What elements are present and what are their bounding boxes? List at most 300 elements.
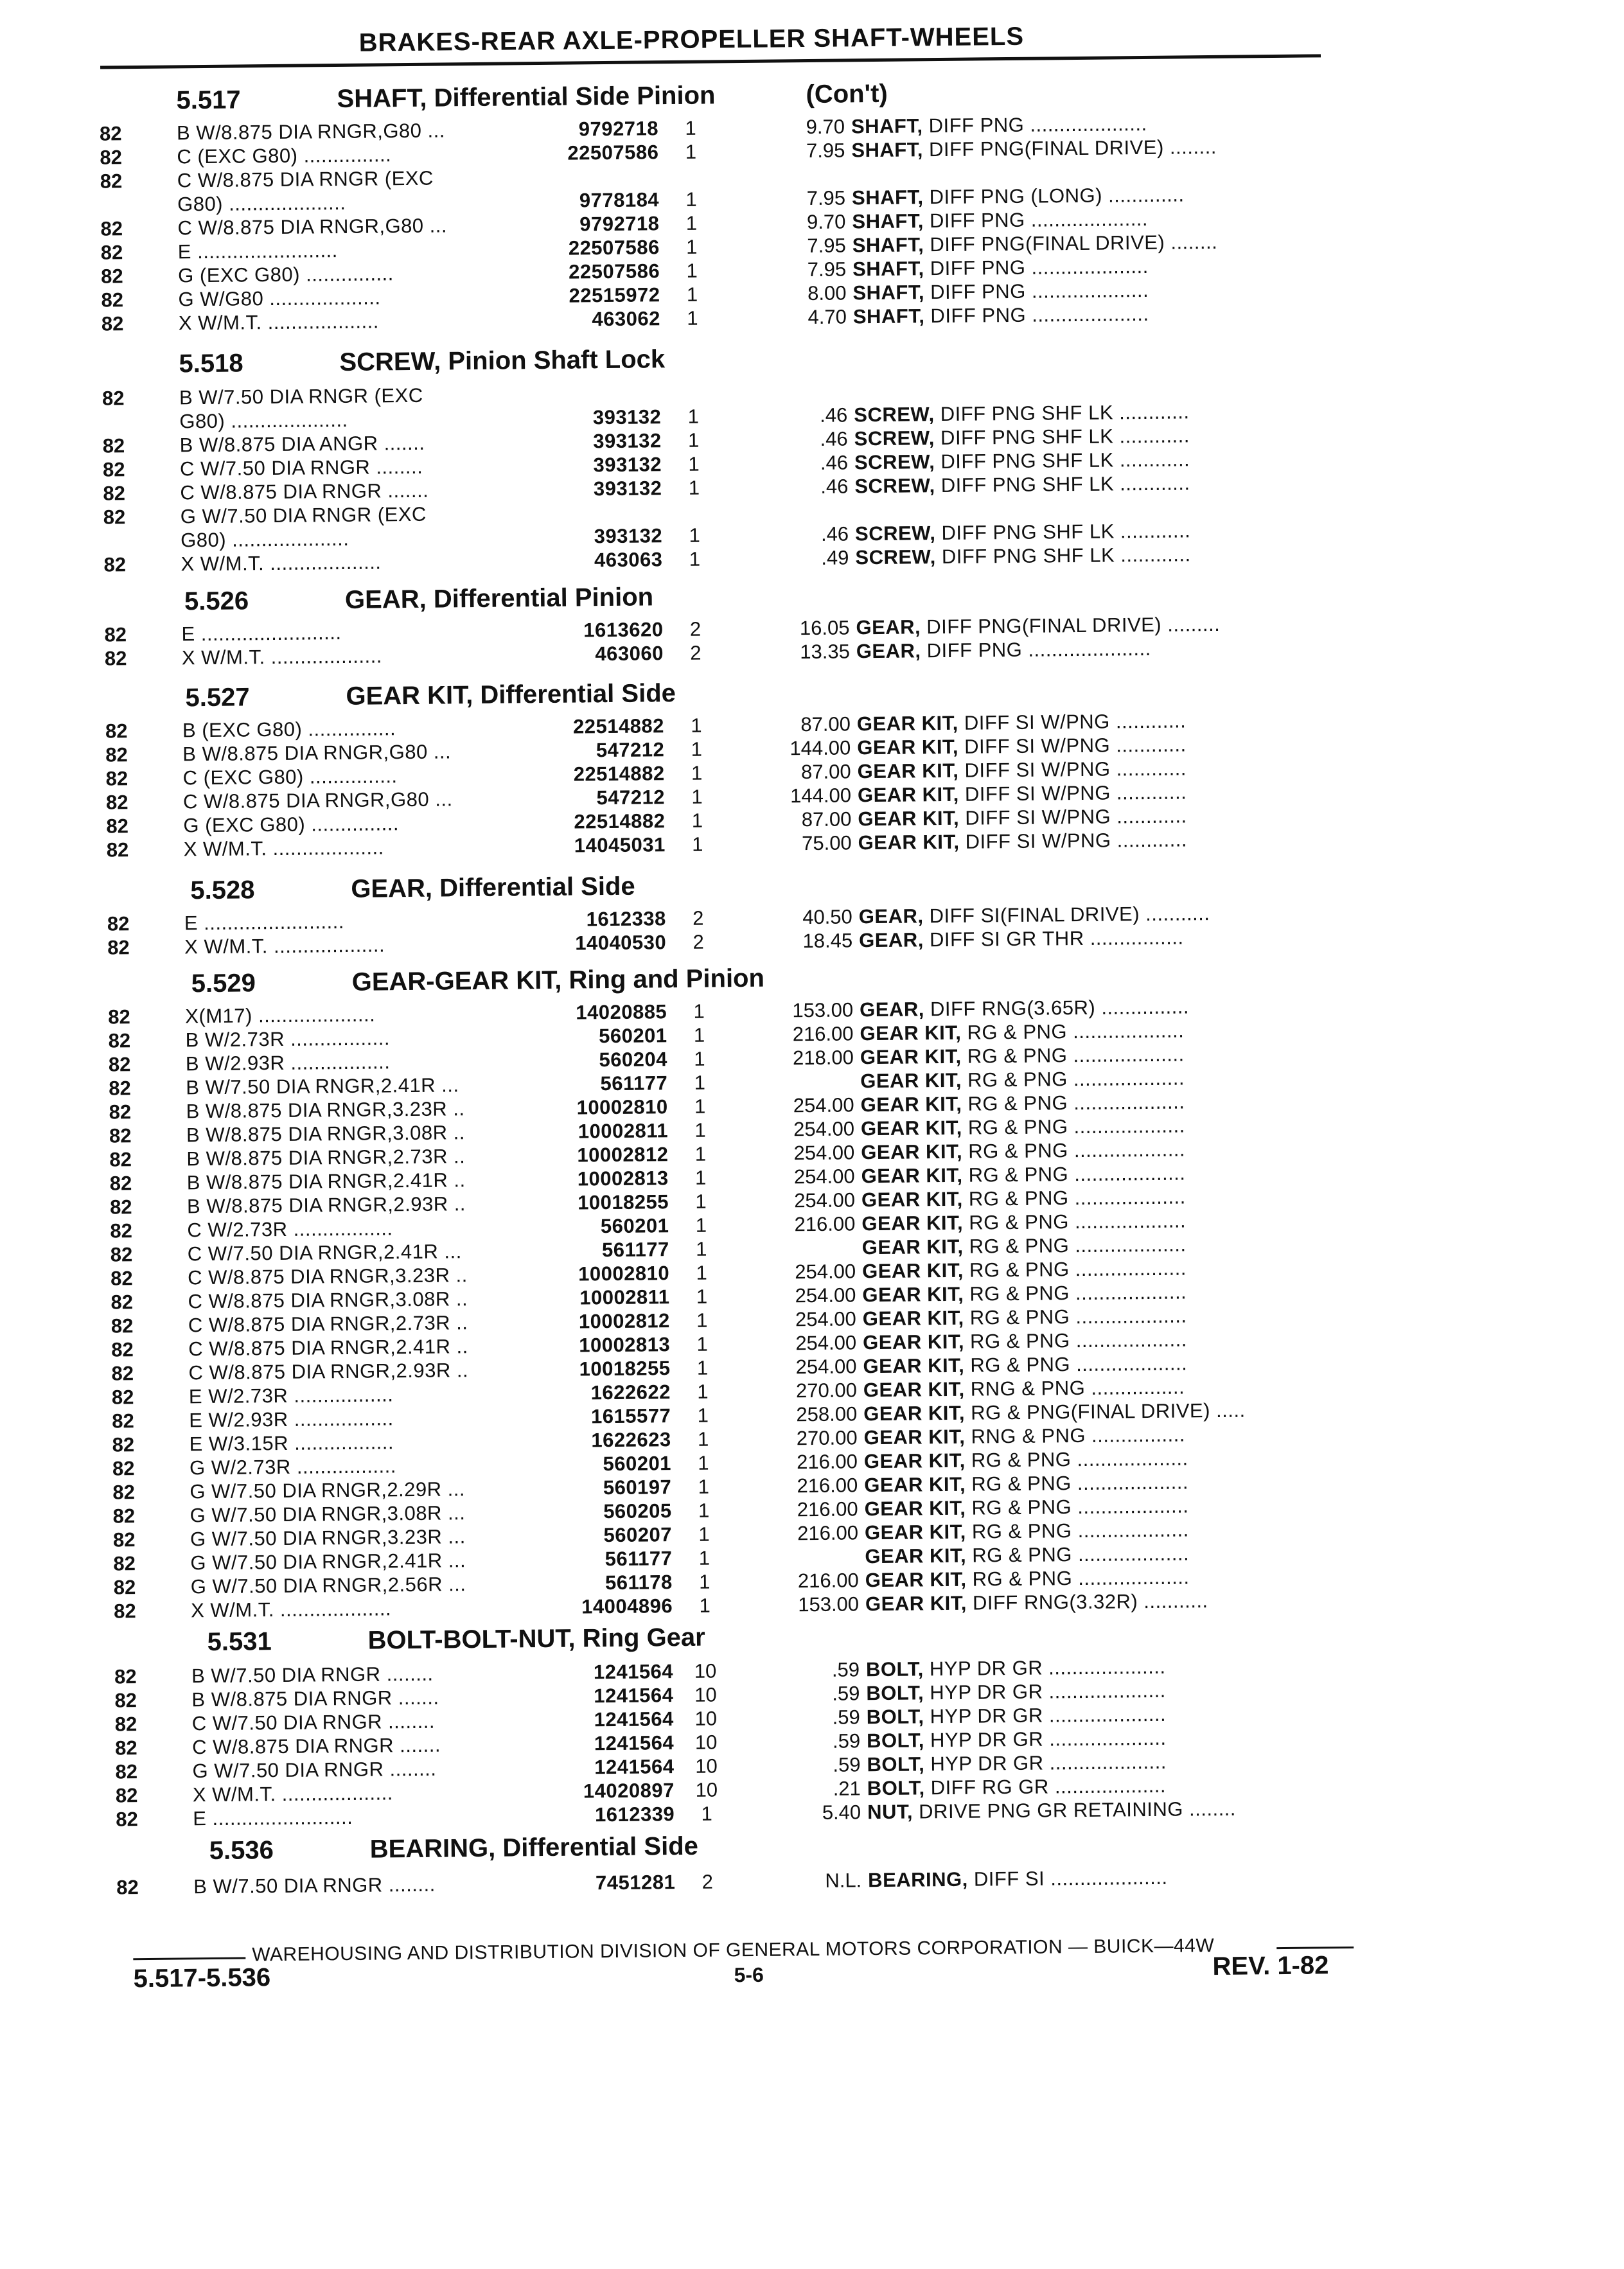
part-number: 1241564	[594, 1755, 675, 1779]
nomenclature	[852, 279, 1149, 305]
model-year: 82	[113, 1576, 136, 1599]
price: 7.95	[806, 139, 845, 163]
nomenclature	[860, 1066, 1185, 1093]
quantity: 1	[695, 1237, 707, 1260]
application-desc: B W/7.50 DIA RNGR ........	[193, 1873, 436, 1898]
part-number: 14004896	[581, 1594, 673, 1618]
quantity: 1	[698, 1523, 710, 1546]
nomenclature-noun: SCREW,	[854, 403, 935, 427]
nomenclature-detail: RNG & PNG ................	[970, 1375, 1185, 1400]
nomenclature-detail: DIFF SI W/PNG ............	[965, 828, 1188, 853]
nomenclature-noun: SHAFT,	[851, 114, 923, 138]
nomenclature	[854, 448, 1190, 474]
application-desc: X W/M.T. ...................	[181, 644, 383, 669]
nomenclature	[864, 1470, 1188, 1497]
footer-rule-left	[133, 1957, 245, 1961]
quantity: 1	[697, 1404, 709, 1427]
application-desc: C (EXC G80) ...............	[182, 764, 398, 790]
application-desc: C W/2.73R .................	[187, 1217, 393, 1242]
nomenclature-detail: DIFF SI W/PNG ............	[964, 709, 1187, 734]
price: 254.00	[795, 1355, 857, 1379]
nomenclature-detail: RG & PNG ...................	[969, 1304, 1187, 1329]
nomenclature	[863, 1304, 1187, 1330]
price: 216.00	[797, 1521, 859, 1545]
nomenclature-noun: SCREW,	[854, 427, 935, 450]
part-number: 1241564	[594, 1684, 674, 1708]
nomenclature-noun: GEAR KIT,	[860, 1116, 962, 1140]
application-desc: C W/8.875 DIA RNGR (EXC	[177, 166, 434, 192]
part-number: 393132	[593, 477, 662, 500]
nomenclature-noun: GEAR KIT,	[861, 1140, 963, 1164]
nomenclature-detail: DIFF SI W/PNG ............	[964, 733, 1187, 758]
part-number: 561177	[601, 1238, 669, 1262]
model-year: 82	[103, 482, 126, 505]
nomenclature	[866, 1679, 1166, 1705]
application-desc: B W/7.50 DIA RNGR,2.41R ...	[186, 1073, 459, 1099]
nomenclature-noun: GEAR KIT,	[863, 1330, 965, 1354]
footer-rule-right	[1276, 1947, 1354, 1949]
model-year: 82	[110, 1243, 133, 1266]
nomenclature-noun: GEAR KIT,	[863, 1425, 966, 1449]
quantity: 1	[696, 1261, 707, 1284]
nomenclature-detail: RG & PNG ...................	[968, 1138, 1186, 1163]
price: 216.00	[797, 1569, 859, 1593]
part-number: 560207	[603, 1523, 673, 1547]
nomenclature-detail: RG & PNG ...................	[968, 1185, 1186, 1210]
quantity: 1	[696, 1356, 709, 1379]
application-desc: C (EXC G80) ...............	[177, 143, 392, 168]
nomenclature	[862, 1233, 1187, 1259]
application-desc: E ........................	[181, 621, 342, 646]
application-desc: G W/7.50 DIA RNGR (EXC	[180, 502, 427, 528]
quantity: 10	[694, 1659, 717, 1682]
nomenclature-noun: SHAFT,	[852, 257, 924, 281]
part-number: 1612339	[594, 1803, 675, 1826]
nomenclature	[862, 1280, 1187, 1307]
nomenclature	[857, 757, 1187, 783]
nomenclature-detail: RG & PNG ...................	[972, 1566, 1190, 1591]
application-desc: B W/8.875 DIA ANGR .......	[179, 431, 425, 457]
application-desc: B W/8.875 DIA RNGR,2.73R ..	[186, 1145, 466, 1170]
quantity: 1	[688, 476, 700, 499]
price: .21	[833, 1777, 861, 1800]
quantity: 10	[694, 1683, 717, 1706]
nomenclature-detail: DIFF PNG .....................	[926, 637, 1151, 662]
price: 254.00	[793, 1165, 855, 1188]
price: .46	[820, 427, 848, 450]
nomenclature	[857, 733, 1187, 759]
nomenclature	[867, 1774, 1167, 1800]
price: 216.00	[796, 1450, 858, 1474]
model-year: 82	[99, 122, 122, 145]
nomenclature-detail: RG & PNG(FINAL DRIVE) .....	[970, 1399, 1246, 1424]
price: .46	[820, 403, 848, 427]
price: 216.00	[794, 1212, 856, 1236]
part-number: 22507586	[569, 260, 660, 283]
price: 254.00	[794, 1188, 856, 1212]
price: 254.00	[793, 1141, 855, 1165]
price: 144.00	[790, 784, 852, 808]
quantity: 2	[693, 906, 704, 930]
nomenclature-detail: HYP DR GR ....................	[929, 1655, 1166, 1681]
part-number: 22515972	[569, 283, 660, 307]
nomenclature-noun: SHAFT,	[851, 138, 924, 162]
quantity: 1	[698, 1546, 710, 1569]
part-number: 393132	[594, 524, 663, 548]
model-year: 82	[114, 1665, 137, 1688]
application-desc: C W/7.50 DIA RNGR ........	[191, 1709, 436, 1735]
part-number: 547212	[596, 738, 665, 762]
model-year: 82	[109, 1077, 131, 1100]
part-number	[481, 382, 661, 384]
nomenclature-detail: RG & PNG ...................	[970, 1352, 1188, 1377]
nomenclature-detail: DIFF SI GR THR ................	[929, 926, 1184, 951]
nomenclature-detail: DIFF SI W/PNG ............	[964, 757, 1187, 782]
part-number: 14040530	[575, 931, 667, 955]
quantity: 1	[696, 1332, 708, 1355]
price: .46	[820, 522, 849, 545]
nomenclature	[855, 519, 1191, 545]
nomenclature	[861, 1114, 1185, 1140]
quantity: 1	[696, 1285, 708, 1308]
nomenclature	[855, 543, 1191, 569]
part-number: 7451281	[595, 1871, 676, 1894]
quantity: 1	[691, 785, 703, 808]
nomenclature	[858, 781, 1187, 807]
header-rule	[100, 54, 1321, 69]
price: 7.95	[807, 234, 846, 258]
application-desc: E W/3.15R .................	[189, 1431, 394, 1456]
section-number: 5.518	[179, 349, 243, 378]
nomenclature	[857, 709, 1187, 736]
nomenclature	[865, 1518, 1189, 1544]
nomenclature	[861, 1161, 1186, 1188]
application-desc: C W/8.875 DIA RNGR,3.23R ..	[187, 1264, 468, 1289]
nomenclature-noun: NUT,	[867, 1800, 914, 1824]
quantity: 1	[685, 116, 696, 139]
model-year: 82	[115, 1736, 137, 1760]
model-year: 82	[116, 1876, 139, 1899]
application-desc: G W/7.50 DIA RNGR ........	[192, 1757, 437, 1783]
part-number: 560205	[603, 1499, 672, 1523]
application-desc: C W/8.875 DIA RNGR,3.08R ..	[188, 1287, 468, 1313]
application-desc: G W/G80 ...................	[178, 286, 381, 311]
nomenclature	[867, 1797, 1236, 1824]
price: 144.00	[790, 736, 851, 760]
model-year: 82	[106, 815, 129, 838]
application-desc: X(M17) ....................	[185, 1003, 376, 1028]
application-desc: X W/M.T. ...................	[178, 310, 380, 335]
nomenclature-noun: SHAFT,	[852, 305, 925, 328]
part-number: 463060	[595, 642, 664, 666]
nomenclature	[851, 136, 1217, 162]
nomenclature	[851, 112, 1147, 138]
price: 87.00	[800, 760, 851, 784]
price: 254.00	[795, 1260, 856, 1284]
quantity: 2	[689, 617, 702, 640]
model-year: 82	[102, 387, 125, 410]
part-number: 463062	[592, 307, 661, 331]
part-number: 22507586	[568, 236, 660, 260]
section-title: SHAFT, Differential Side Pinion	[337, 81, 716, 114]
application-desc: X W/M.T. ...................	[192, 1781, 394, 1806]
quantity: 1	[687, 428, 700, 452]
nomenclature-detail: DIFF RNG(3.65R) ...............	[930, 995, 1190, 1021]
nomenclature	[854, 400, 1190, 427]
price: .59	[832, 1706, 860, 1729]
part-number: 10002811	[579, 1285, 670, 1309]
part-number: 560201	[603, 1452, 672, 1476]
quantity: 1	[698, 1475, 710, 1498]
part-number: 561177	[600, 1072, 668, 1095]
model-year: 82	[113, 1552, 136, 1575]
nomenclature-noun: SCREW,	[855, 545, 936, 569]
nomenclature-detail: RG & PNG ...................	[971, 1494, 1189, 1519]
quantity: 1	[686, 283, 698, 306]
price: 9.70	[806, 115, 845, 139]
nomenclature-noun: GEAR KIT,	[860, 1092, 962, 1117]
quantity: 2	[693, 930, 704, 953]
nomenclature-noun: GEAR KIT,	[864, 1496, 966, 1521]
application-desc: C W/7.50 DIA RNGR ........	[179, 455, 423, 481]
section-title: GEAR, Differential Pinion	[344, 583, 654, 614]
nomenclature-noun: GEAR KIT,	[857, 735, 959, 759]
application-desc: B W/8.875 DIA RNGR,3.23R ..	[186, 1097, 465, 1123]
model-year: 82	[112, 1433, 135, 1456]
model-year: 82	[111, 1338, 134, 1361]
part-number: 463063	[594, 548, 663, 572]
price: .59	[833, 1753, 861, 1776]
nomenclature-noun: GEAR KIT,	[860, 1021, 962, 1045]
nomenclature-noun: GEAR KIT,	[861, 1258, 964, 1283]
model-year: 82	[101, 312, 124, 335]
nomenclature-noun: GEAR KIT,	[861, 1163, 963, 1188]
application-desc: B W/2.93R .................	[185, 1050, 391, 1075]
section-title: GEAR, Differential Side	[351, 872, 635, 903]
nomenclature-detail: RG & PNG ...................	[971, 1518, 1189, 1543]
application-desc: C W/8.875 DIA RNGR,2.93R ..	[188, 1359, 469, 1384]
part-number: 22514882	[572, 714, 665, 738]
part-number: 1622623	[591, 1428, 671, 1452]
nomenclature	[858, 828, 1188, 854]
model-year: 82	[108, 1053, 131, 1076]
nomenclature-detail: DIFF PNG ....................	[930, 278, 1149, 304]
price: 87.00	[801, 808, 852, 831]
model-year: 82	[109, 1196, 132, 1219]
price: 153.00	[792, 998, 854, 1022]
part-number: 10002810	[578, 1262, 670, 1285]
nomenclature-noun: GEAR KIT,	[863, 1377, 965, 1402]
price: .59	[832, 1729, 861, 1753]
nomenclature	[864, 1447, 1188, 1473]
section-continued: (Con't)	[806, 79, 888, 109]
application-desc: G W/7.50 DIA RNGR,2.41R ...	[190, 1549, 466, 1575]
model-year: 82	[109, 1100, 132, 1124]
nomenclature-noun: GEAR KIT,	[861, 1211, 964, 1235]
part-number: 561178	[605, 1571, 673, 1594]
section-number: 5.536	[209, 1836, 274, 1866]
nomenclature	[863, 1423, 1185, 1449]
nomenclature-noun: GEAR,	[860, 998, 925, 1021]
application-desc: G W/7.50 DIA RNGR,3.08R ...	[190, 1501, 466, 1527]
nomenclature-noun: SCREW,	[854, 474, 935, 498]
nomenclature-detail: RNG & PNG ................	[971, 1423, 1186, 1448]
model-year: 82	[105, 791, 128, 814]
model-year: 82	[105, 720, 128, 743]
quantity: 1	[687, 405, 700, 428]
nomenclature-noun: GEAR KIT,	[863, 1449, 966, 1473]
nomenclature-detail: RG & PNG ...................	[967, 1066, 1185, 1091]
section-title: SCREW, Pinion Shaft Lock	[339, 345, 666, 377]
model-year: 82	[110, 1267, 133, 1290]
nomenclature-noun: SHAFT,	[851, 186, 924, 209]
model-year: 82	[114, 1713, 137, 1736]
nomenclature-noun: GEAR KIT,	[857, 759, 959, 783]
model-year: 82	[114, 1689, 137, 1712]
quantity: 1	[691, 833, 703, 856]
model-year: 82	[111, 1386, 134, 1409]
price: 7.95	[807, 258, 847, 281]
model-year: 82	[110, 1314, 134, 1338]
model-year: 82	[107, 912, 130, 935]
application-desc: X W/M.T. ...................	[184, 933, 385, 958]
nomenclature-detail: DIFF RG GR ...................	[930, 1774, 1167, 1799]
nomenclature-noun: GEAR KIT,	[864, 1520, 966, 1544]
part-number: 560204	[599, 1048, 668, 1072]
nomenclature	[852, 231, 1218, 257]
model-year: 82	[104, 623, 127, 646]
nomenclature-detail: DIFF PNG SHF LK ............	[941, 519, 1191, 545]
nomenclature-detail: RG & PNG ...................	[969, 1209, 1187, 1234]
nomenclature	[867, 1703, 1167, 1729]
nomenclature-detail: RG & PNG ...................	[967, 1114, 1185, 1139]
nomenclature-detail: RG & PNG ...................	[971, 1470, 1189, 1496]
nomenclature	[861, 1185, 1186, 1212]
nomenclature	[861, 1209, 1186, 1235]
model-year: 82	[115, 1760, 138, 1783]
nomenclature	[860, 1019, 1184, 1045]
part-number: 560197	[603, 1476, 672, 1499]
quantity: 10	[695, 1778, 718, 1801]
price: 218.00	[792, 1046, 854, 1070]
nomenclature	[864, 1494, 1188, 1521]
footer-page-number: 5-6	[734, 1963, 764, 1987]
footer-revision: REV. 1-82	[1212, 1951, 1329, 1981]
application-desc: C W/8.875 DIA RNGR,2.41R ..	[188, 1335, 468, 1361]
application-desc: X W/M.T. ...................	[181, 551, 382, 576]
quantity: 1	[695, 1214, 707, 1237]
nomenclature	[853, 303, 1149, 328]
quantity: 10	[695, 1754, 718, 1778]
quantity: 1	[694, 1142, 707, 1165]
nomenclature-noun: BOLT,	[866, 1681, 924, 1705]
application-desc: C W/8.875 DIA RNGR .......	[180, 479, 429, 504]
model-year: 82	[109, 1148, 132, 1171]
quantity: 1	[698, 1570, 710, 1593]
price: .49	[821, 546, 849, 569]
nomenclature-detail: DIFF PNG(FINAL DRIVE) ........	[930, 230, 1218, 256]
nomenclature	[865, 1542, 1189, 1568]
quantity: 1	[697, 1427, 709, 1451]
footer-division-text: WAREHOUSING AND DISTRIBUTION DIVISION OF GENERAL MOTORS CORPORATION — BUICK—44W	[252, 1935, 1215, 1966]
quantity: 1	[698, 1451, 709, 1474]
nomenclature-noun: GEAR KIT,	[857, 782, 959, 807]
part-number: 10002810	[576, 1095, 668, 1119]
model-year: 82	[113, 1600, 136, 1623]
section-title: GEAR KIT, Differential Side	[346, 679, 676, 711]
application-desc: B W/8.875 DIA RNGR,2.41R ..	[186, 1169, 466, 1194]
model-year: 82	[112, 1409, 134, 1433]
price: 75.00	[801, 831, 852, 855]
model-year: 82	[103, 506, 126, 529]
quantity	[674, 381, 712, 382]
nomenclature	[863, 1399, 1246, 1426]
nomenclature-detail: HYP DR GR ....................	[930, 1750, 1167, 1776]
model-year: 82	[107, 936, 130, 959]
nomenclature-detail: HYP DR GR ....................	[930, 1726, 1167, 1752]
nomenclature-detail: RG & PNG ...................	[967, 1090, 1185, 1115]
part-number: 560201	[600, 1214, 669, 1238]
price: 254.00	[793, 1117, 855, 1141]
part-number: 1241564	[594, 1731, 675, 1755]
nomenclature-noun: GEAR KIT,	[865, 1544, 967, 1568]
price: 5.40	[822, 1801, 861, 1824]
price: 153.00	[798, 1593, 860, 1616]
application-desc: E ........................	[177, 239, 338, 263]
application-desc: C W/8.875 DIA RNGR,2.73R ..	[188, 1311, 468, 1337]
part-number: 393132	[593, 429, 662, 453]
nomenclature-noun: GEAR,	[858, 928, 924, 952]
model-year: 82	[108, 1029, 131, 1052]
nomenclature	[863, 1352, 1187, 1378]
section-title: GEAR-GEAR KIT, Ring and Pinion	[351, 964, 765, 996]
quantity: 1	[685, 235, 698, 258]
nomenclature	[854, 424, 1190, 450]
nomenclature	[856, 613, 1220, 639]
quantity: 1	[699, 1594, 710, 1617]
price: 87.00	[800, 712, 851, 736]
nomenclature-detail: RG & PNG ...................	[969, 1257, 1187, 1282]
model-year: 82	[101, 265, 123, 288]
quantity: 1	[691, 761, 703, 784]
nomenclature-detail: DIFF PNG ....................	[929, 207, 1149, 233]
nomenclature-noun: GEAR KIT,	[865, 1591, 967, 1616]
nomenclature-noun: BOLT,	[867, 1776, 925, 1800]
nomenclature	[854, 472, 1190, 498]
quantity: 1	[694, 1166, 707, 1189]
model-year: 82	[100, 170, 123, 193]
section-number: 5.527	[185, 683, 250, 712]
nomenclature-detail: RG & PNG ...................	[969, 1328, 1188, 1353]
nomenclature-noun: GEAR KIT,	[858, 830, 960, 854]
part-number: 22507586	[567, 141, 659, 164]
application-desc: G W/7.50 DIA RNGR,2.56R ...	[190, 1573, 466, 1598]
parts-row	[7, 1862, 1624, 1902]
model-year: 82	[112, 1505, 136, 1528]
application-desc: E ........................	[184, 910, 345, 935]
nomenclature	[866, 1655, 1166, 1681]
price: 270.00	[795, 1379, 858, 1402]
nomenclature-noun: BEARING,	[868, 1867, 968, 1892]
model-year: 82	[109, 1172, 132, 1195]
price: 9.70	[806, 210, 846, 234]
nomenclature-detail: RG & PNG ...................	[968, 1161, 1186, 1187]
application-desc: B W/8.875 DIA RNGR,G80 ...	[182, 740, 452, 766]
price: 254.00	[795, 1331, 857, 1355]
nomenclature	[856, 637, 1151, 663]
quantity: 1	[693, 1023, 705, 1046]
nomenclature	[860, 1043, 1185, 1069]
